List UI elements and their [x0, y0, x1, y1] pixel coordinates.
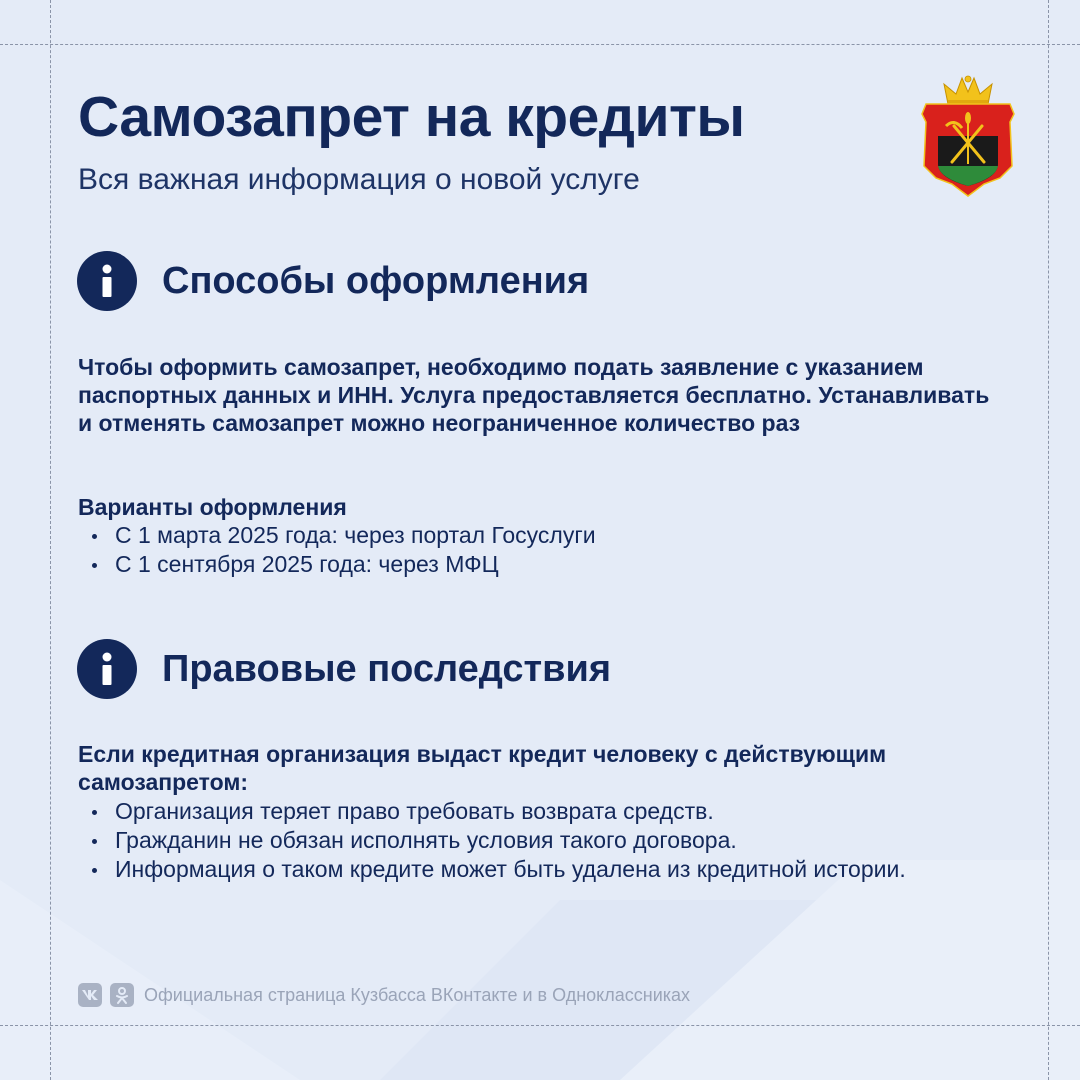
- vk-icon[interactable]: [78, 983, 102, 1007]
- footer: [78, 983, 690, 1007]
- section-head-consequences: [77, 639, 611, 699]
- methods-list: [88, 521, 1038, 579]
- consequences-list: [88, 797, 1038, 884]
- page-subtitle: Вся важная информация о новой услуге: [78, 163, 640, 196]
- list-item: Информация о таком кредите может быть удалена из кредитной истории.: [88, 855, 1038, 884]
- info-icon: [77, 251, 137, 311]
- list-label: Варианты оформления: [78, 494, 347, 520]
- section-title: Способы оформления: [162, 259, 590, 302]
- page-title: Самозапрет на кредиты: [78, 85, 745, 149]
- guide-line-bottom: [0, 1025, 1080, 1026]
- section-paragraph: Если кредитная организация выдаст кредит человеку с действующим самозапретом:: [78, 741, 887, 795]
- guide-line-top: [0, 44, 1080, 45]
- section-title: Правовые последствия: [162, 647, 612, 690]
- footer-text: Официальная страница Кузбасса ВКонтакте и в Одноклассниках: [144, 984, 691, 1005]
- coat-of-arms-emblem: [918, 74, 1018, 198]
- info-icon: [77, 639, 137, 699]
- section-head-methods: [77, 251, 589, 311]
- section-paragraph: Чтобы оформить самозапрет, необходимо подать заявление с указанием паспортных данных и ИНН. Услуга предоставляется бесплатно. Устанавливать и отменять самозапрет можно неограниченное количество раз: [78, 354, 990, 436]
- list-item: С 1 сентября 2025 года: через МФЦ: [88, 550, 1038, 579]
- odnoklassniki-icon[interactable]: [110, 983, 134, 1007]
- guide-line-right: [1048, 0, 1049, 1080]
- crown-icon: [944, 76, 992, 106]
- guide-line-left: [50, 0, 51, 1080]
- list-item: С 1 марта 2025 года: через портал Госуслуги: [88, 521, 1038, 550]
- list-item: Организация теряет право требовать возврата средств.: [88, 797, 1038, 826]
- list-item: Гражданин не обязан исполнять условия такого договора.: [88, 826, 1038, 855]
